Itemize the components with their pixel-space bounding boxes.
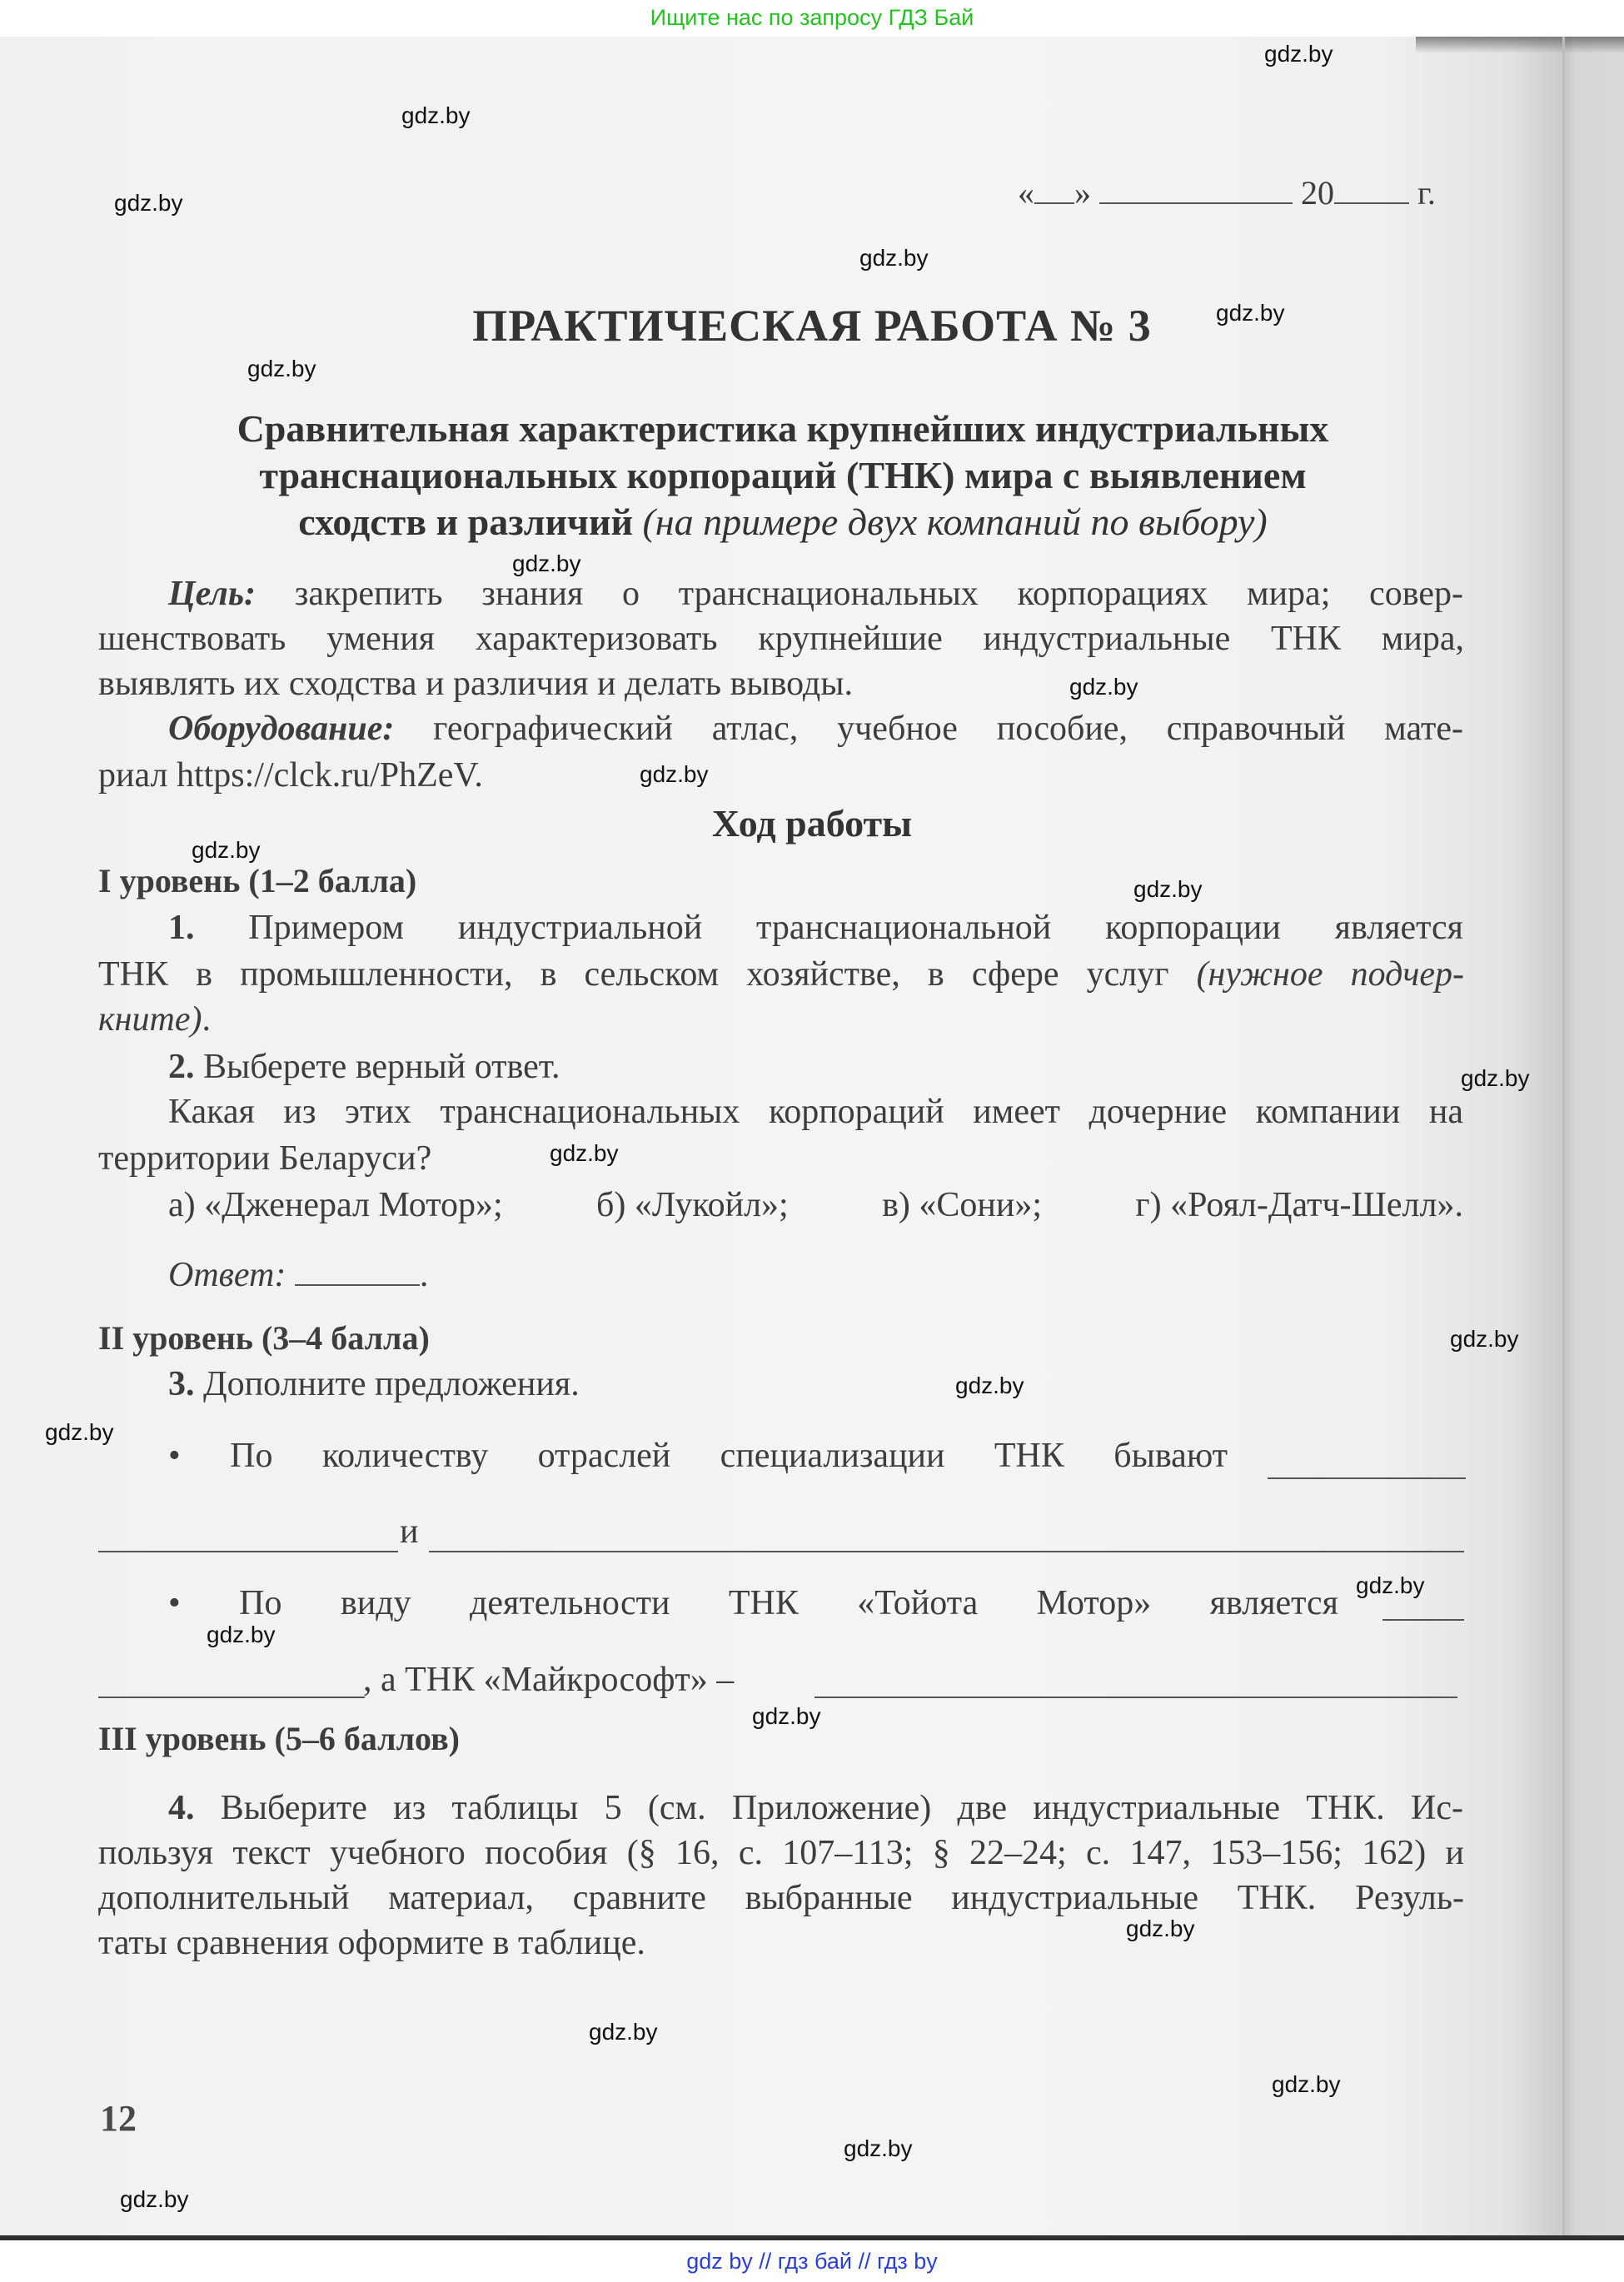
top-banner[interactable]: Ищите нас по запросу ГДЗ Бай (0, 0, 1624, 37)
task-4-text: Выберите из таблицы 5 (см. Приложение) две индустриальные ТНК. Ис- (194, 1789, 1463, 1827)
answer-blank[interactable] (295, 1256, 420, 1286)
page-number: 12 (100, 2098, 137, 2139)
subtitle-bold: сходств и различий (298, 501, 643, 543)
watermark: gdz.by (859, 245, 929, 271)
bottom-banner[interactable]: gdz by // гдз бай // гдз by (0, 2240, 1624, 2282)
watermark: gdz.by (512, 551, 581, 576)
level-1-heading: I уровень (1–2 балла) (98, 862, 417, 899)
task-2-text: Выберете верный ответ. (194, 1048, 560, 1086)
task-4-number: 4. (168, 1789, 195, 1827)
watermark: gdz.by (640, 761, 709, 787)
bullet-1-blank-2[interactable] (98, 1551, 398, 1552)
level-3-heading: III уровень (5–6 баллов) (98, 1720, 460, 1757)
equipment-line-2: риал https://clck.ru/PhZeV. (98, 756, 483, 795)
task-4-line-2: пользуя текст учебного пособия (§ 16, с. 107–113; § 22–24; с. 147, 153–156; 162) и (98, 1834, 1464, 1872)
watermark: gdz.by (1356, 1572, 1425, 1598)
watermark: gdz.by (550, 1140, 619, 1166)
task-4-line-4: таты сравнения оформите в таблице. (98, 1924, 645, 1962)
option-b[interactable]: б) «Лукойл»; (596, 1186, 789, 1224)
bullet-2-continuation: , а ТНК «Майкрософт» – (363, 1661, 735, 1699)
goal-line-1 (168, 573, 1463, 615)
watermark: gdz.by (192, 837, 261, 863)
task-4-line-1 (168, 1787, 1463, 1829)
page-title: ПРАКТИЧЕСКАЯ РАБОТА № 3 (472, 301, 1152, 351)
watermark: gdz.by (45, 1419, 114, 1445)
task-1-line-3 (98, 999, 211, 1040)
task-1-line-2 (98, 954, 1464, 995)
option-a[interactable]: а) «Дженерал Мотор»; (168, 1186, 503, 1224)
watermark: gdz.by (401, 102, 471, 128)
task-1-options-text[interactable]: ТНК в промышленности, в сельском хозяйстве, в сфере услуг (98, 955, 1197, 994)
subtitle-line-1: Сравнительная характеристика крупнейших индустриальных (237, 407, 1329, 450)
equipment-line-1 (168, 708, 1463, 750)
date-open-quote: « (1018, 174, 1034, 212)
watermark: gdz.by (247, 356, 316, 381)
goal-text: закрепить знания о транснациональных корпорациях мира; совер- (256, 575, 1463, 613)
equipment-label: Оборудование: (168, 710, 395, 748)
task-3-line (168, 1363, 580, 1405)
watermark: gdz.by (1264, 41, 1333, 67)
task-1-hint-end: кните) (98, 1000, 202, 1039)
watermark: gdz.by (1272, 2071, 1341, 2097)
watermark: gdz.by (1216, 300, 1285, 326)
date-line (1018, 172, 1436, 214)
year-blank (1334, 174, 1409, 204)
bullet-1-blank-3[interactable] (429, 1551, 1464, 1552)
task-2-line (168, 1046, 560, 1088)
equipment-text: географический атлас, учебное пособие, справочный мате- (394, 710, 1463, 748)
task-1-hint: (нужное подчер- (1196, 955, 1465, 994)
goal-line-3: выявлять их сходства и различия и делать выводы. (98, 665, 854, 703)
watermark: gdz.by (752, 1703, 821, 1729)
watermark: gdz.by (844, 2135, 913, 2161)
period: . (202, 1000, 211, 1039)
goal-label: Цель: (168, 575, 256, 613)
watermark: gdz.by (1450, 1326, 1519, 1352)
subtitle-line-2: транснациональных корпораций (ТНК) мира с выявлением (259, 454, 1307, 496)
watermark: gdz.by (955, 1373, 1024, 1398)
option-d[interactable]: г) «Роял-Датч-Шелл». (1135, 1186, 1463, 1224)
task-3-number: 3. (168, 1365, 195, 1403)
task-2-options (168, 1184, 1463, 1226)
page-edge-shadow (1416, 37, 1624, 53)
answer-label: Ответ: (168, 1256, 286, 1294)
subtitle-line-3 (96, 499, 1470, 546)
year-prefix: 20 (1301, 174, 1334, 212)
task-3-text: Дополните предложения. (194, 1365, 580, 1403)
watermark: gdz.by (1069, 674, 1138, 700)
bullet-2-text: • По виду деятельности ТНК «Тойота Мотор» является (168, 1584, 1338, 1622)
task-1-line-1 (168, 907, 1463, 949)
watermark: gdz.by (1133, 876, 1203, 902)
page-edge (1562, 37, 1565, 2240)
watermark: gdz.by (114, 190, 183, 216)
option-c[interactable]: в) «Сони»; (882, 1186, 1043, 1224)
task-2-number: 2. (168, 1048, 195, 1086)
watermark: gdz.by (1126, 1916, 1195, 1941)
progress-heading: Ход работы (711, 802, 913, 845)
bullet-2-blank-2[interactable] (98, 1697, 365, 1698)
month-blank (1099, 174, 1293, 204)
answer-line (168, 1254, 428, 1296)
bullet-2-blank-1[interactable] (1382, 1619, 1464, 1621)
watermark: gdz.by (1461, 1065, 1530, 1091)
task-1-text: Примером индустриальной транснациональной корпорации является (194, 909, 1463, 947)
period: . (419, 1256, 429, 1294)
watermark: gdz.by (120, 2186, 189, 2212)
goal-line-2: шенствовать умения характеризовать крупнейшие индустриальные ТНК мира, (98, 620, 1464, 658)
level-2-heading: II уровень (3–4 балла) (98, 1319, 430, 1357)
day-blank (1034, 174, 1074, 204)
date-close-quote: » (1074, 174, 1091, 212)
bullet-1-blank-1[interactable] (1268, 1477, 1466, 1479)
watermark: gdz.by (589, 2019, 658, 2045)
subtitle-italic: (на примере двух компаний по выбору) (642, 501, 1268, 543)
task-1-number: 1. (168, 909, 195, 947)
task-4-line-3: дополнительный материал, сравните выбранные индустриальные ТНК. Резуль- (98, 1879, 1464, 1917)
task-2-question-line-2: территории Беларуси? (98, 1139, 432, 1178)
task-2-question-line-1: Какая из этих транснациональных корпораций имеет дочерние компании на (168, 1093, 1463, 1131)
watermark: gdz.by (207, 1622, 276, 1647)
year-suffix: г. (1417, 174, 1436, 212)
bullet-1-join: и (400, 1512, 419, 1551)
bullet-2-blank-3[interactable] (814, 1697, 1457, 1698)
bullet-1-text: • По количеству отраслей специализации ТНК бывают (168, 1437, 1228, 1475)
